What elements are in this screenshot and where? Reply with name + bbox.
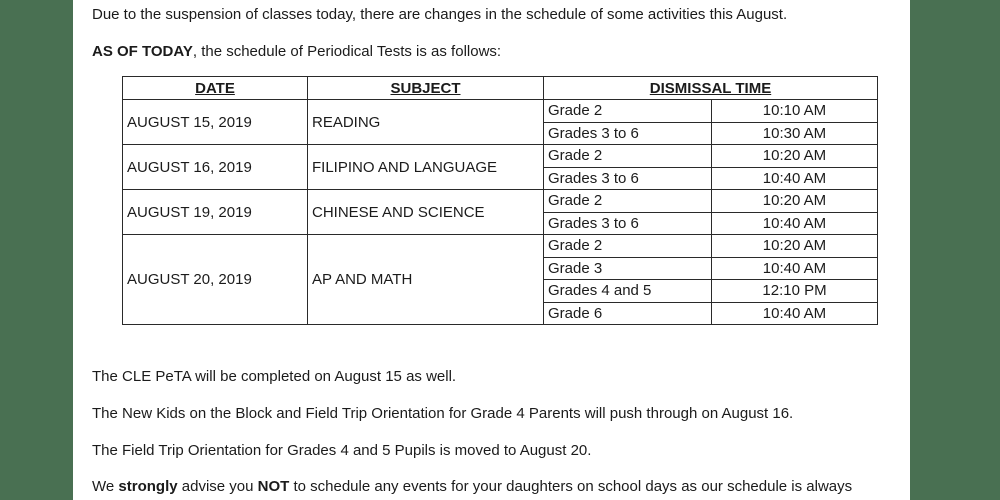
date-cell: AUGUST 16, 2019 (123, 145, 308, 190)
grade-group-cell: Grade 2 (544, 145, 712, 168)
date-cell: AUGUST 15, 2019 (123, 100, 308, 145)
grade-group-cell: Grade 2 (544, 190, 712, 213)
as-of-today-rest: , the schedule of Periodical Tests is as follows: (192, 43, 502, 60)
note-new-kids (92, 404, 1000, 423)
schedule-table-body (123, 100, 878, 325)
table-row (123, 235, 878, 258)
table-row (123, 100, 878, 123)
page-margin-left (0, 0, 73, 500)
intro-paragraph (92, 5, 1000, 24)
grade-group-cell: Grade 2 (544, 100, 712, 123)
note-advisory-not: NOT (257, 478, 290, 495)
subject-cell: CHINESE AND SCIENCE (308, 190, 544, 235)
header-date: DATE (123, 77, 308, 100)
grade-group-cell: Grades 4 and 5 (544, 280, 712, 303)
note-advisory (92, 477, 1000, 496)
note-advisory-part-2: advise you (177, 478, 258, 495)
header-dismissal-time: DISMISSAL TIME (544, 77, 878, 100)
grade-group-cell: Grades 3 to 6 (544, 167, 712, 190)
subject-cell: READING (308, 100, 544, 145)
dismissal-time-cell: 12:10 PM (712, 280, 878, 303)
dismissal-time-cell: 10:40 AM (712, 257, 878, 280)
date-cell: AUGUST 19, 2019 (123, 190, 308, 235)
note-new-kids-text: The New Kids on the Block and Field Trip Orientation for Grade 4 Parents will push through on August 16. (92, 405, 794, 422)
note-advisory-part-0: We (92, 478, 119, 495)
grade-group-cell: Grade 2 (544, 235, 712, 258)
dismissal-time-cell: 10:40 AM (712, 167, 878, 190)
dismissal-time-cell: 10:20 AM (712, 190, 878, 213)
schedule-table (122, 76, 878, 325)
date-cell: AUGUST 20, 2019 (123, 235, 308, 325)
as-of-today-bold: AS OF TODAY (92, 43, 193, 60)
grade-group-cell: Grades 3 to 6 (544, 212, 712, 235)
as-of-today-paragraph (92, 42, 1000, 61)
header-subject: SUBJECT (308, 77, 544, 100)
dismissal-time-cell: 10:10 AM (712, 100, 878, 123)
note-advisory-strongly: strongly (118, 478, 178, 495)
dismissal-time-cell: 10:20 AM (712, 145, 878, 168)
table-header-row (123, 77, 878, 100)
dismissal-time-cell: 10:40 AM (712, 212, 878, 235)
note-cle-peta-text: The CLE PeTA will be completed on August 15 as well. (92, 368, 457, 385)
grade-group-cell: Grades 3 to 6 (544, 122, 712, 145)
dismissal-time-cell: 10:20 AM (712, 235, 878, 258)
subject-cell: AP AND MATH (308, 235, 544, 325)
note-field-trip (92, 441, 1000, 460)
note-advisory-part-4: to schedule any events for your daughters on school days as our schedule is always (289, 478, 853, 495)
subject-cell: FILIPINO AND LANGUAGE (308, 145, 544, 190)
table-row (123, 145, 878, 168)
note-cle-peta (92, 367, 1000, 386)
dismissal-time-cell: 10:30 AM (712, 122, 878, 145)
dismissal-time-cell: 10:40 AM (712, 302, 878, 325)
page-margin-right (910, 0, 1000, 500)
note-field-trip-text: The Field Trip Orientation for Grades 4 and 5 Pupils is moved to August 20. (92, 442, 592, 459)
grade-group-cell: Grade 3 (544, 257, 712, 280)
intro-text: Due to the suspension of classes today, there are changes in the schedule of some activities this August. (92, 6, 788, 23)
grade-group-cell: Grade 6 (544, 302, 712, 325)
table-row (123, 190, 878, 213)
